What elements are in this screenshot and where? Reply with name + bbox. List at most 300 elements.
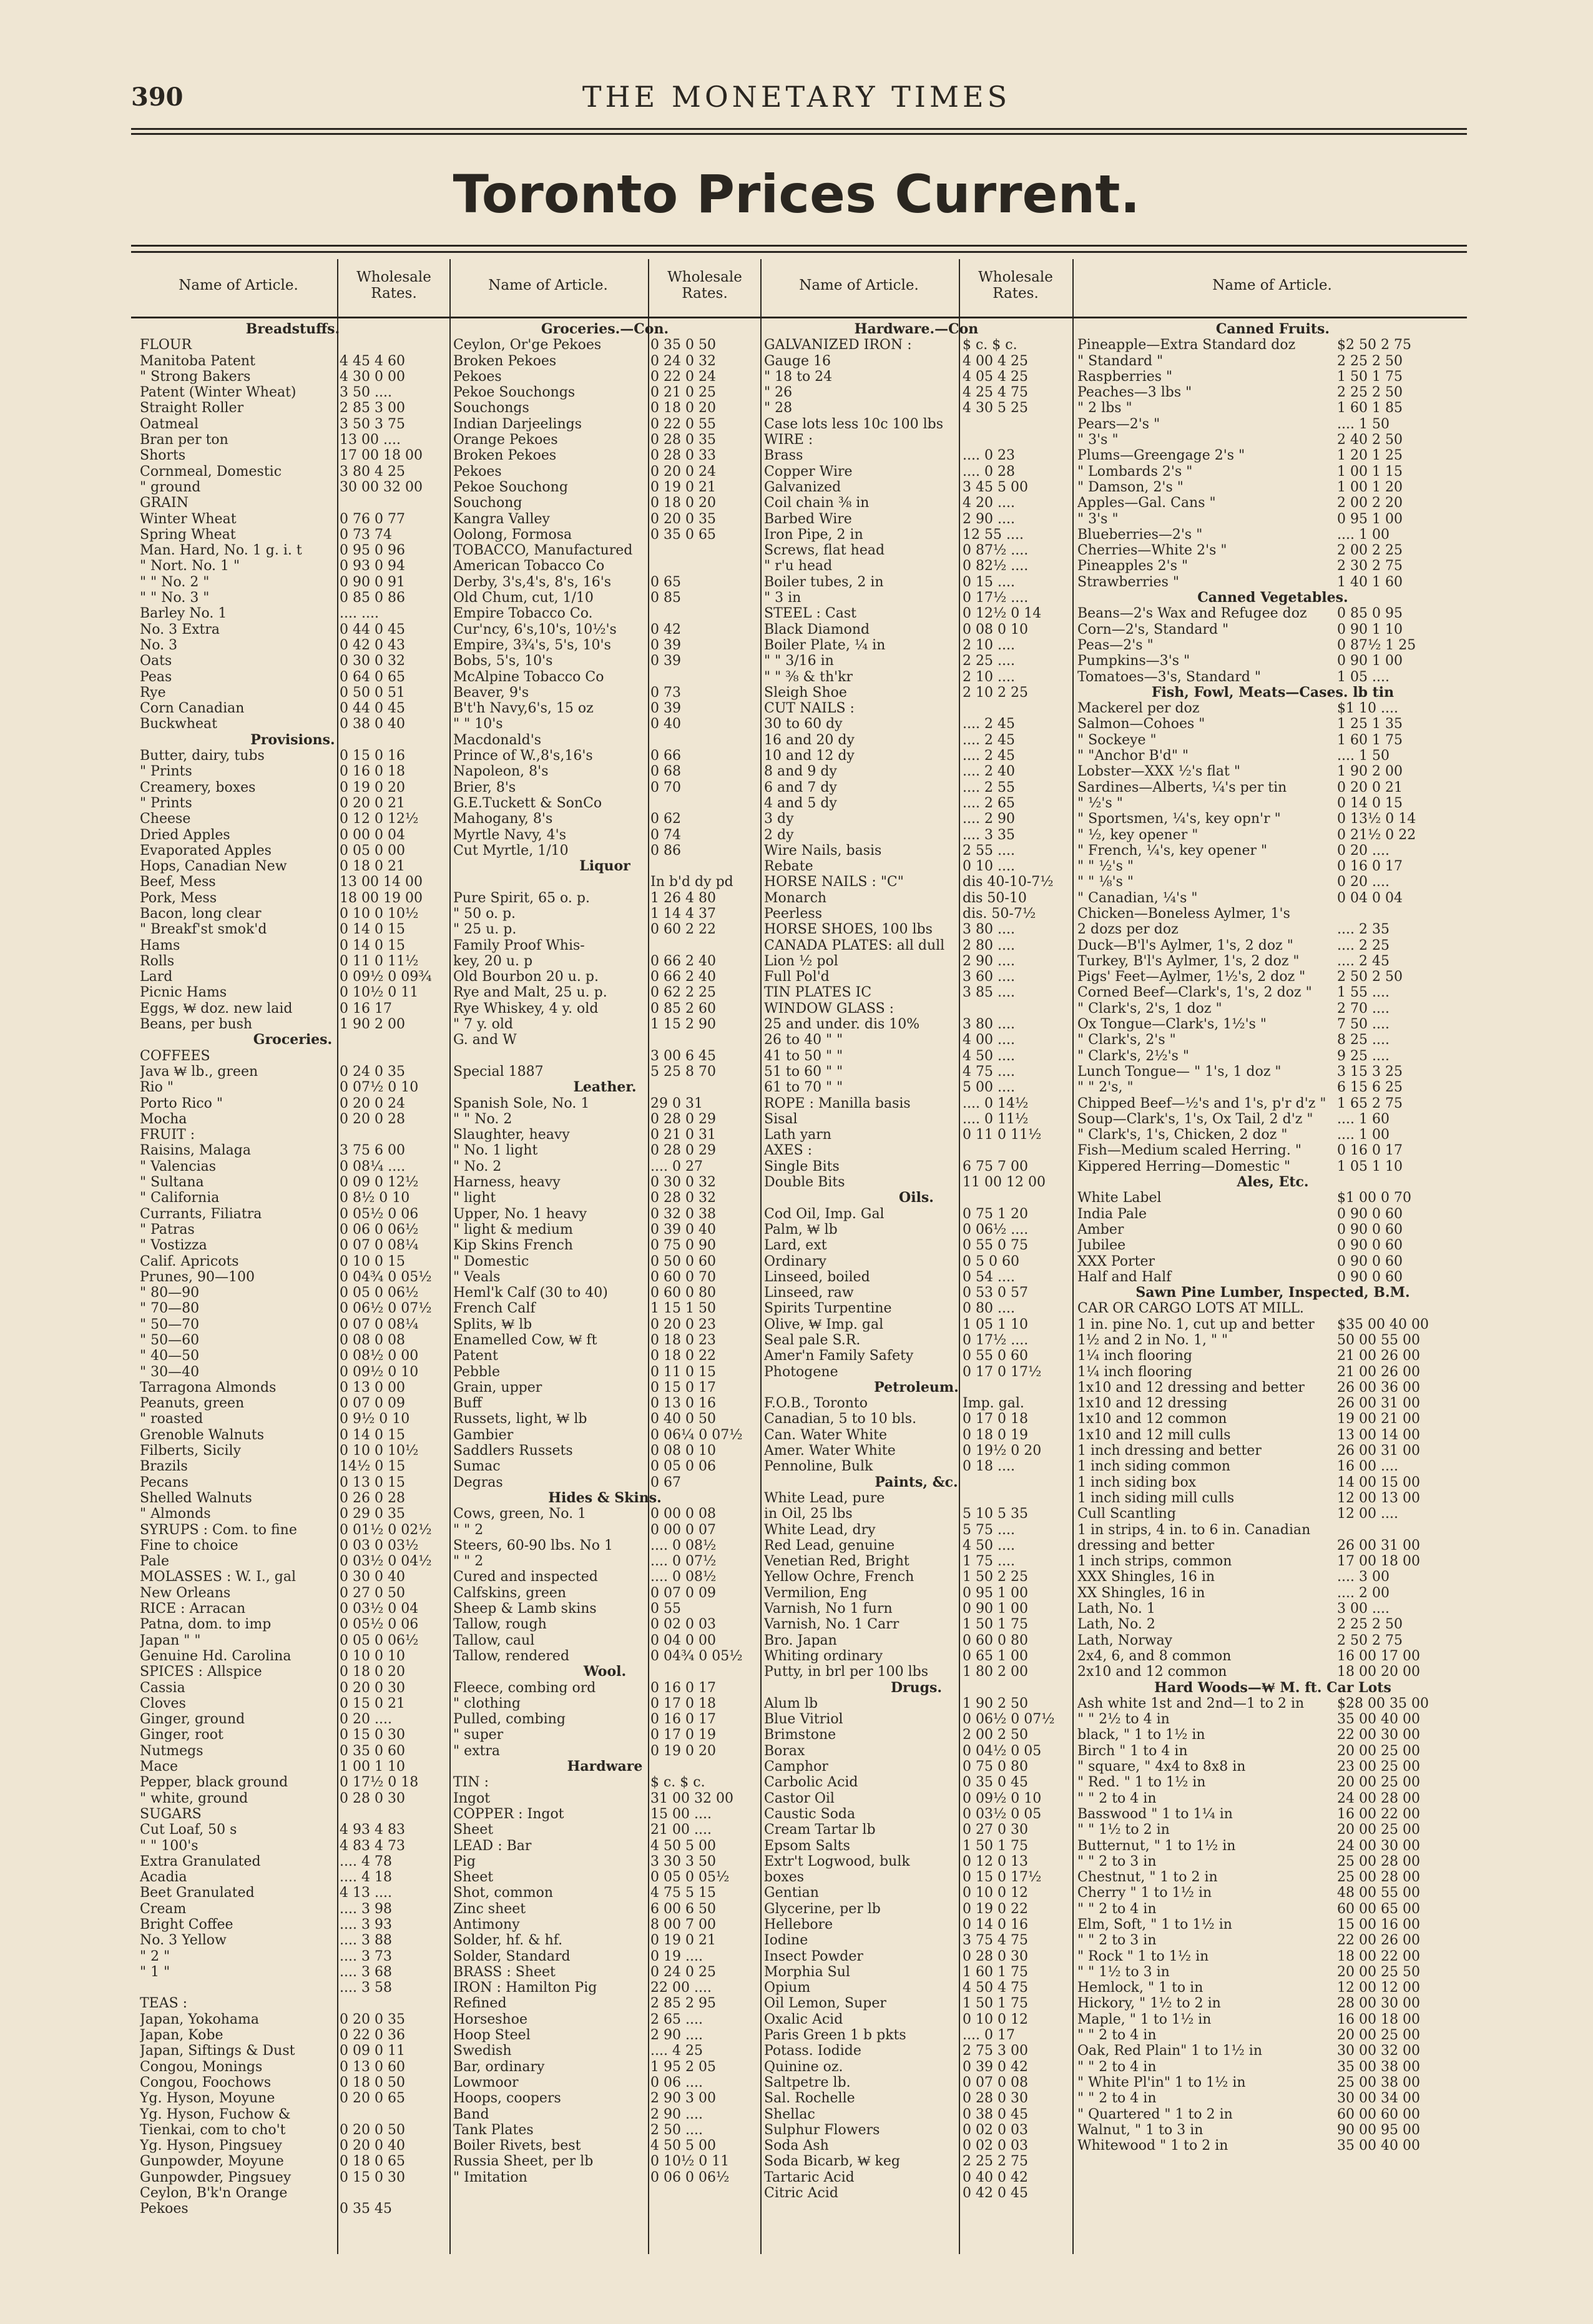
- price-row: [453, 1917, 757, 1933]
- article-name: Saltpetre lb.: [764, 2074, 851, 2090]
- heading-text: Drugs.: [890, 1680, 943, 1696]
- price-row: [1077, 1048, 1468, 1064]
- article-name: " r'u head: [764, 558, 833, 574]
- article-name: Rye and Malt, 25 u. p.: [453, 985, 607, 1001]
- wholesale-rate: 0 06¼ 0 07½: [650, 1427, 743, 1443]
- price-row: [1077, 2027, 1468, 2043]
- price-row: [764, 638, 1069, 653]
- price-row: [453, 2075, 757, 2090]
- price-row: [1077, 1364, 1468, 1380]
- article-name: Screws, flat head: [764, 543, 885, 559]
- price-row: [764, 2107, 1069, 2122]
- article-name: Butternut, " 1 to 1½ in: [1077, 1838, 1236, 1854]
- wholesale-rate: 22 00 ....: [650, 1980, 712, 1996]
- article-name: Chestnut, " 1 to 2 in: [1077, 1869, 1218, 1886]
- wholesale-rate: 0 74: [650, 827, 681, 843]
- wholesale-rate: 26 00 36 00: [1337, 1379, 1420, 1396]
- price-row: [1077, 938, 1468, 953]
- article-name: Japan " ": [140, 1632, 201, 1648]
- price-row: [764, 2138, 1069, 2154]
- article-name: " light: [453, 1190, 496, 1206]
- wholesale-rate: 16 00 ....: [1337, 1459, 1398, 1475]
- price-row: [764, 1427, 1069, 1443]
- wholesale-rate: In b'd dy pd: [650, 874, 733, 890]
- column-divider: [449, 259, 451, 2254]
- wholesale-rate: 0 60 0 80: [963, 1632, 1028, 1648]
- price-row: [453, 1506, 757, 1522]
- article-name: [453, 874, 645, 890]
- wholesale-rate: $35 00 40 00: [1337, 1316, 1429, 1332]
- price-row: [453, 1017, 757, 1032]
- price-row: [453, 385, 757, 400]
- wholesale-rate: 0 90 1 00: [1337, 653, 1403, 669]
- wholesale-rate: 0 07½ 0 10: [340, 1080, 419, 1096]
- article-name: Buff: [453, 1396, 482, 1412]
- article-name: Salmon—Cohoes ": [1077, 716, 1205, 732]
- article-name: Sumac: [453, 1459, 501, 1475]
- article-name: Swedish: [453, 2043, 512, 2059]
- price-row: [764, 1143, 1069, 1158]
- price-row: [764, 1443, 1069, 1459]
- article-name: Japan, Kobe: [140, 2027, 223, 2044]
- article-name: Sheet: [453, 1869, 494, 1886]
- wholesale-rate: 0 73 74: [340, 526, 392, 543]
- price-row: [140, 890, 446, 906]
- article-name: New Orleans: [140, 1585, 231, 1601]
- wholesale-rate: 3 80 4 25: [340, 463, 405, 480]
- wholesale-rate: [645, 1032, 757, 1048]
- article-name: " 50—70: [140, 1316, 200, 1332]
- wholesale-rate: 2 55 ....: [963, 842, 1015, 859]
- article-name: Caustic Soda: [764, 1806, 856, 1822]
- price-row: [453, 2122, 757, 2138]
- article-name: " " 2 to 3 in: [1077, 1933, 1157, 1949]
- article-name: " 2 lbs ": [1077, 400, 1132, 416]
- wholesale-rate: 0 73: [650, 684, 681, 701]
- article-name: " " 1½ to 2 in: [1077, 1822, 1170, 1838]
- wholesale-rate: .... 1 60: [1337, 1111, 1390, 1127]
- article-name: Zinc sheet: [453, 1901, 526, 1917]
- article-name: Extra Granulated: [140, 1853, 261, 1869]
- article-name: Gentian: [764, 1885, 819, 1901]
- price-row: [140, 953, 446, 969]
- article-name: Opium: [764, 1980, 811, 1996]
- price-row: [764, 1553, 1069, 1569]
- price-row: [140, 448, 446, 463]
- article-name: Camphor: [764, 1759, 828, 1775]
- article-name: Heml'k Calf (30 to 40): [453, 1285, 608, 1301]
- article-name: " Standard ": [1077, 353, 1164, 369]
- article-name: Red Lead, genuine: [764, 1537, 895, 1553]
- price-row: [453, 416, 757, 432]
- article-name: Genuine Hd. Carolina: [140, 1648, 292, 1664]
- article-name: Peas—2's ": [1077, 637, 1154, 653]
- article-name: Peas: [140, 669, 172, 685]
- article-name: Elm, Soft, " 1 to 1½ in: [1077, 1916, 1232, 1933]
- price-row: [1077, 1553, 1468, 1569]
- article-name: Pekoes: [453, 463, 502, 480]
- price-row: [453, 1996, 757, 2011]
- wholesale-rate: 0 39: [650, 653, 681, 669]
- price-row: [764, 1048, 1069, 1064]
- article-name: dressing and better: [1077, 1537, 1215, 1553]
- wholesale-rate: 0 66 2 40: [650, 953, 716, 969]
- wholesale-rate: 0 30 0 40: [340, 1569, 405, 1585]
- article-name: Pulled, combing: [453, 1711, 566, 1728]
- wholesale-rate: 0 13 0 60: [340, 2059, 405, 2075]
- article-name: Bro. Japan: [764, 1632, 837, 1648]
- price-row: [764, 1901, 1069, 1917]
- article-name: " Strong Bakers: [140, 368, 251, 385]
- wholesale-rate: 0 09 0 12½: [340, 1174, 419, 1191]
- article-name: " No. 1 light: [453, 1143, 538, 1159]
- article-name: " White Pl'in" 1 to 1½ in: [1077, 2074, 1246, 2090]
- wholesale-rate: [645, 732, 757, 748]
- wholesale-rate: 12 00 13 00: [1337, 1490, 1420, 1506]
- wholesale-rate: 0 13½ 0 14: [1337, 811, 1416, 827]
- price-row: [764, 1696, 1069, 1711]
- wholesale-rate: 0 01½ 0 02½: [340, 1522, 432, 1538]
- price-row: [140, 969, 446, 985]
- price-row: [453, 2170, 757, 2185]
- article-name: AXES :: [764, 1143, 813, 1159]
- price-row: [140, 764, 446, 779]
- article-name: Cherry " 1 to 1½ in: [1077, 1885, 1212, 1901]
- wholesale-rate: 0 93 0 94: [340, 558, 405, 574]
- article-name: Peerless: [764, 905, 823, 922]
- wholesale-rate: 0 10 0 15: [340, 1253, 405, 1269]
- wholesale-rate: 1 50 2 25: [963, 1569, 1028, 1585]
- article-name: Family Proof Whis-: [453, 937, 585, 953]
- article-name: " " No. 3 ": [140, 590, 210, 606]
- wholesale-rate: 3 75 6 00: [340, 1143, 405, 1159]
- price-row: [140, 1522, 446, 1538]
- article-name: TOBACCO, Manufactured: [453, 543, 633, 559]
- article-name: 1 inch siding mill culls: [1077, 1490, 1235, 1506]
- price-row: [453, 748, 757, 764]
- article-name: Ash white 1st and 2nd—1 to 2 in: [1077, 1695, 1305, 1711]
- article-name: Ingot: [453, 1790, 491, 1806]
- price-row: [764, 1617, 1069, 1632]
- price-row: [764, 1917, 1069, 1933]
- wholesale-rate: 0 21 0 25: [650, 385, 716, 401]
- article-name: 26 to 40 " ": [764, 1032, 843, 1048]
- wholesale-rate: dis. 50-7½: [963, 905, 1036, 922]
- price-row: [764, 1822, 1069, 1838]
- article-name: Beef, Mess: [140, 874, 216, 890]
- wholesale-rate: 1 50 1 75: [963, 1617, 1028, 1633]
- article-name: Steers, 60-90 lbs. No 1: [453, 1537, 614, 1553]
- article-name: Pigs' Feet—Aylmer, 1½'s, 2 doz ": [1077, 969, 1306, 985]
- article-name: " ½'s ": [1077, 795, 1123, 811]
- price-row: [764, 1854, 1069, 1869]
- wholesale-rate: 4 45 4 60: [340, 353, 405, 369]
- price-row: [140, 495, 446, 511]
- price-row: [140, 2138, 446, 2154]
- article-name: Macdonald's: [453, 732, 542, 748]
- price-row: [1077, 890, 1468, 906]
- price-row: [764, 1775, 1069, 1790]
- price-column-4: [1077, 322, 1468, 2254]
- article-name: Picnic Hams: [140, 985, 227, 1001]
- article-name: 6 and 7 dy: [764, 779, 837, 795]
- price-row: [453, 369, 757, 385]
- wholesale-rate: 0 15 0 17: [650, 1379, 716, 1396]
- heading-text: CAR OR CARGO LOTS AT MILL.: [1077, 1301, 1304, 1317]
- price-row: [140, 1174, 446, 1190]
- wholesale-rate: 0 18 ....: [963, 1459, 1015, 1475]
- price-row: [764, 795, 1069, 811]
- price-row: [764, 953, 1069, 969]
- wholesale-rate: 0 14 0 15: [340, 1427, 405, 1443]
- article-name: Soda Ash: [764, 2138, 829, 2154]
- article-name: Winter Wheat: [140, 511, 237, 527]
- heading-text: Sawn Pine Lumber, Inspected, B.M.: [1135, 1285, 1410, 1301]
- price-row: [140, 1680, 446, 1696]
- article-name: Bar, ordinary: [453, 2059, 545, 2075]
- price-row: [1077, 1775, 1468, 1790]
- wholesale-rate: .... 3 73: [340, 1948, 392, 1964]
- article-name: Mocha: [140, 1111, 187, 1127]
- section-heading: [140, 1032, 446, 1048]
- price-row: [764, 732, 1069, 748]
- article-name: 1x10 and 12 dressing: [1077, 1396, 1228, 1412]
- wholesale-rate: 2 10 2 25: [963, 684, 1028, 701]
- article-name: Hops, Canadian New: [140, 859, 287, 875]
- price-row: [1077, 1269, 1468, 1285]
- wholesale-rate: 0 05½ 0 06: [340, 1617, 419, 1633]
- wholesale-rate: 0 09½ 0 09¾: [340, 969, 432, 985]
- price-row: [140, 701, 446, 716]
- article-name: [453, 1048, 645, 1064]
- wholesale-rate: 0 50 0 51: [340, 684, 405, 701]
- wholesale-rate: 3 50 ....: [340, 385, 392, 401]
- wholesale-rate: 3 80 ....: [963, 1017, 1015, 1033]
- wholesale-rate: 90 00 95 00: [1337, 2122, 1420, 2138]
- price-row: [764, 1348, 1069, 1364]
- article-name: Calfskins, green: [453, 1585, 567, 1601]
- wholesale-rate: 0 20 0 24: [650, 463, 716, 480]
- column-divider: [760, 259, 762, 2254]
- wholesale-rate: [645, 543, 757, 558]
- price-row: [764, 1727, 1069, 1743]
- article-name: Japan, Siftings & Dust: [140, 2043, 295, 2059]
- article-name: Beet Granulated: [140, 1885, 255, 1901]
- price-row: [1077, 385, 1468, 400]
- article-name: Cherries—White 2's ": [1077, 543, 1227, 559]
- price-row: [1077, 716, 1468, 732]
- wholesale-rate: $ c. $ c.: [650, 1775, 705, 1791]
- price-row: [140, 653, 446, 669]
- price-row: [453, 1569, 757, 1585]
- price-row: [764, 495, 1069, 511]
- wholesale-rate: 25 00 28 00: [1337, 1853, 1420, 1869]
- article-name: black, " 1 to 1½ in: [1077, 1727, 1205, 1743]
- price-row: [453, 527, 757, 543]
- section-heading: [140, 732, 446, 748]
- price-row: [764, 922, 1069, 937]
- article-name: FRUIT :: [140, 1127, 195, 1143]
- price-row: [764, 2185, 1069, 2201]
- article-name: Lath yarn: [764, 1127, 831, 1143]
- article-name: " 1 ": [140, 1964, 170, 1980]
- wholesale-rate: .... 2 65: [963, 795, 1015, 811]
- section-heading: [453, 1490, 757, 1506]
- column-header-rates: Wholesale Rates.: [356, 269, 431, 302]
- wholesale-rate: 0 18 0 19: [963, 1427, 1028, 1443]
- article-name: " Almonds: [140, 1506, 211, 1522]
- article-name: 2 dozs per doz: [1077, 922, 1179, 938]
- price-row: [140, 622, 446, 638]
- article-name: Seal pale S.R.: [764, 1332, 861, 1348]
- heading-text: Fish, Fowl, Meats—Cases. lb tin: [1151, 684, 1394, 701]
- wholesale-rate: 1 80 2 00: [963, 1664, 1028, 1680]
- price-row: [140, 1127, 446, 1143]
- price-row: [764, 1396, 1069, 1411]
- article-name: No. 3 Yellow: [140, 1933, 227, 1949]
- wholesale-rate: 3 85 ....: [963, 985, 1015, 1001]
- article-name: Pebble: [453, 1364, 501, 1380]
- article-name: Venetian Red, Bright: [764, 1553, 909, 1570]
- price-row: [1077, 1633, 1468, 1648]
- wholesale-rate: 0 90 0 60: [1337, 1253, 1403, 1269]
- wholesale-rate: 1 05 1 10: [1337, 1158, 1403, 1174]
- price-row: [764, 1459, 1069, 1474]
- wholesale-rate: 0 04¾ 0 05½: [650, 1648, 743, 1664]
- wholesale-rate: 6 15 6 25: [1337, 1080, 1403, 1096]
- article-name: Lard, ext: [764, 1238, 827, 1254]
- article-name: Walnut, " 1 to 3 in: [1077, 2122, 1203, 2138]
- article-name: HORSE SHOES, 100 lbs: [764, 922, 933, 938]
- article-name: " " 1½ to 3 in: [1077, 1964, 1170, 1980]
- wholesale-rate: 26 00 31 00: [1337, 1396, 1420, 1412]
- wholesale-rate: .... 0 27: [650, 1158, 703, 1174]
- article-name: Cured and inspected: [453, 1569, 598, 1585]
- article-name: " Clark's, 1's, Chicken, 2 doz ": [1077, 1127, 1288, 1143]
- wholesale-rate: 0 20 0 30: [340, 1680, 405, 1696]
- wholesale-rate: 0 18 0 22: [650, 1348, 716, 1364]
- price-row: [453, 353, 757, 369]
- article-name: " Breakf'st smok'd: [140, 922, 267, 938]
- article-name: Russia Sheet, per lb: [453, 2154, 594, 2170]
- wholesale-rate: 0 08½ 0 00: [340, 1348, 419, 1364]
- article-name: Gauge 16: [764, 353, 831, 369]
- price-row: [453, 1475, 757, 1490]
- wholesale-rate: 0 15 0 30: [340, 2169, 405, 2185]
- price-row: [140, 1964, 446, 1980]
- wholesale-rate: 5 25 8 70: [650, 1063, 716, 1080]
- article-name: Filberts, Sicily: [140, 1443, 242, 1459]
- wholesale-rate: 2 65 ....: [650, 2011, 703, 2027]
- wholesale-rate: 0 80 ....: [963, 1301, 1015, 1317]
- article-name: Ordinary: [764, 1253, 826, 1269]
- price-row: [764, 906, 1069, 922]
- wholesale-rate: .... 2 55: [963, 779, 1015, 795]
- heading-text: Oils.: [899, 1190, 934, 1206]
- wholesale-rate: 0 62: [650, 811, 681, 827]
- price-row: [140, 1854, 446, 1869]
- price-row: [764, 1017, 1069, 1032]
- wholesale-rate: 1 15 2 90: [650, 1017, 716, 1033]
- article-name: Potass. Iodide: [764, 2043, 861, 2059]
- article-name: Ceylon, B'k'n Orange: [140, 2185, 288, 2202]
- article-name: " " 2 to 4 in: [1077, 1790, 1157, 1806]
- wholesale-rate: 0 14 0 16: [963, 1916, 1028, 1933]
- price-row: [1077, 1411, 1468, 1427]
- article-name: Band: [453, 2106, 489, 2122]
- wholesale-rate: 4 50 ....: [963, 1537, 1015, 1553]
- section-heading: [764, 1380, 1069, 1396]
- wholesale-rate: 13 00 14 00: [1337, 1427, 1420, 1443]
- wholesale-rate: 4 30 5 25: [963, 400, 1028, 416]
- price-row: [764, 859, 1069, 874]
- article-name: " Patras: [140, 1221, 195, 1238]
- wholesale-rate: 1 60 1 75: [963, 1964, 1028, 1980]
- price-row: [764, 1522, 1069, 1538]
- article-name: Indian Darjeelings: [453, 416, 582, 432]
- price-row: [453, 1806, 757, 1822]
- price-row: [1077, 1096, 1468, 1111]
- article-name: Borax: [764, 1743, 805, 1759]
- wholesale-rate: 14 00 15 00: [1337, 1474, 1420, 1490]
- article-name: " " ⅜ & th'kr: [764, 669, 853, 685]
- price-row: [453, 337, 757, 353]
- wholesale-rate: 0 18 0 50: [340, 2074, 405, 2090]
- wholesale-rate: 0 40: [650, 716, 681, 732]
- article-name: Evaporated Apples: [140, 842, 272, 859]
- price-row: [1077, 1917, 1468, 1933]
- price-row: [1077, 1427, 1468, 1443]
- wholesale-rate: 0 17 0 18: [963, 1411, 1028, 1427]
- wholesale-rate: .... 3 00: [1337, 1569, 1390, 1585]
- article-name: " Clark's, 2's, 1 doz ": [1077, 1000, 1222, 1017]
- wholesale-rate: 0 09½ 0 10: [340, 1364, 419, 1380]
- price-row: [453, 1727, 757, 1743]
- wholesale-rate: 3 60 ....: [963, 969, 1015, 985]
- article-name: Shelled Walnuts: [140, 1490, 252, 1506]
- price-row: [140, 2170, 446, 2185]
- wholesale-rate: 0 00 0 04: [340, 827, 405, 843]
- price-row: [764, 1174, 1069, 1190]
- price-row: [453, 1111, 757, 1127]
- wholesale-rate: 30 00 32 00: [340, 479, 423, 495]
- wholesale-rate: 6 75 7 00: [963, 1158, 1028, 1174]
- article-name: Cull Scantling: [1077, 1506, 1176, 1522]
- article-name: Ox Tongue—Clark's, 1½'s ": [1077, 1017, 1267, 1033]
- price-row: [1077, 1348, 1468, 1364]
- wholesale-rate: .... 2 40: [963, 764, 1015, 780]
- wholesale-rate: 1 00 1 15: [1337, 463, 1403, 480]
- price-row: [453, 701, 757, 716]
- header-rule: [131, 133, 1467, 135]
- article-name: Patna, dom. to imp: [140, 1617, 272, 1633]
- wholesale-rate: 0 20 0 65: [340, 2090, 405, 2107]
- article-name: Prunes, 90—100: [140, 1269, 255, 1285]
- price-row: [453, 2154, 757, 2169]
- article-name: Beans—2's Wax and Refugee doz: [1077, 606, 1307, 622]
- article-name: 16 and 20 dy: [764, 732, 855, 748]
- price-row: [764, 1759, 1069, 1775]
- price-row: [453, 669, 757, 685]
- column-header-rates: Wholesale Rates.: [978, 269, 1053, 302]
- price-row: [453, 1901, 757, 1917]
- article-name: Bright Coffee: [140, 1916, 233, 1933]
- price-row: [764, 1743, 1069, 1759]
- article-name: Pig: [453, 1853, 476, 1869]
- wholesale-rate: Imp. gal.: [963, 1396, 1024, 1412]
- article-name: White Lead, dry: [764, 1522, 876, 1538]
- wholesale-rate: [335, 2107, 446, 2122]
